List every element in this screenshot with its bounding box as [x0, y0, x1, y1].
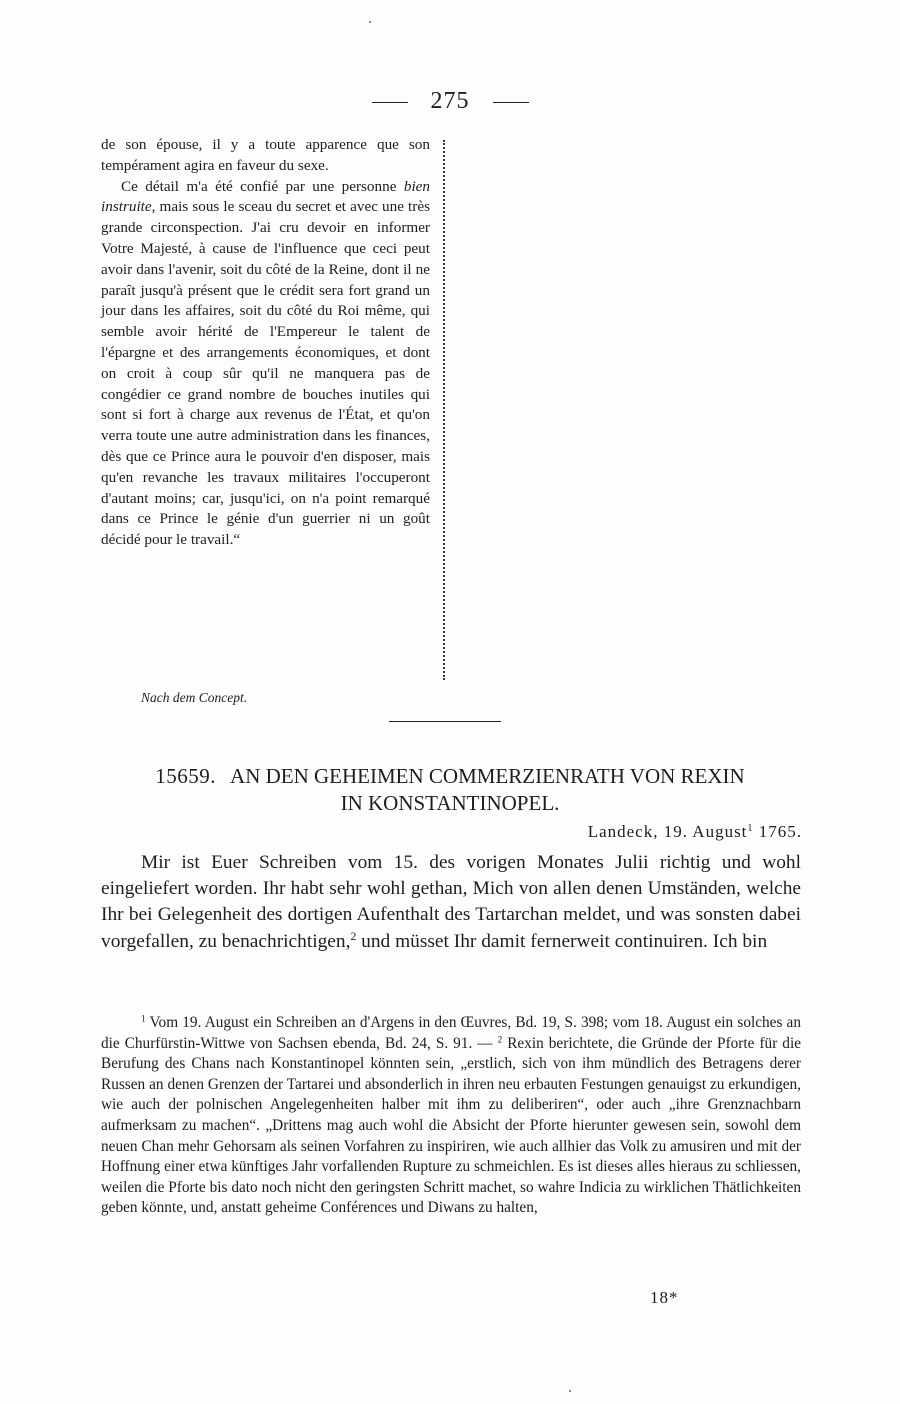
letter-paragraph: [101, 177, 430, 551]
footnote-marker: 1: [141, 1013, 146, 1024]
page-number: 275: [430, 88, 470, 114]
footnote-paragraph: [101, 1013, 801, 1219]
column-rule: [443, 140, 445, 680]
footnote-ref: 1: [747, 822, 754, 834]
document-heading: [100, 763, 800, 817]
letter-continuation: [101, 135, 430, 551]
body-text: und müsset Ihr damit fernerweit continuiren. Ich bin: [356, 930, 768, 952]
letter-paragraph: de son épouse, il y a toute apparence que son tempérament agira en faveur du sexe.: [101, 136, 430, 174]
page-header: [0, 88, 900, 115]
letter-body: [101, 850, 801, 955]
body-text: Mir ist Euer Schreiben vom 15. des vorigen Monates Julii richtig und wohl eingeliefert worden. Ihr habt sehr wohl gethan, Mich von allen denen Umständen, welche Ihr bei Gelegenheit des dortigen Aufenthalt des Tartarchan meldet, und was sonsten dabei vorgefallen, zu benachrichtigen,: [101, 852, 801, 952]
footnote-marker: 2: [497, 1034, 503, 1045]
date-year: 1765.: [753, 822, 802, 841]
scan-speck: [569, 1390, 571, 1392]
source-note: Nach dem Concept.: [141, 690, 248, 705]
dateline: [510, 822, 802, 842]
date-place: Landeck, 19. August: [587, 822, 748, 841]
footnote-ref: 2: [350, 929, 357, 943]
body-paragraph: [101, 850, 801, 955]
footnotes: [101, 1013, 801, 1219]
letter-text: Ce détail m'a été confié par une personne: [121, 177, 404, 195]
signature-mark: 18*: [650, 1288, 679, 1307]
letter-text: , mais sous le sceau du secret et avec une très grande circonspection. J'ai cru devoir en informer Votre Majesté, à cause de l'influence que ceci peut avoir dans l'avenir, soit du côté de la Reine, dont il ne paraît jusqu'à présent que le crédit sera fort grand un jour dans les affaires, soit du côté du Roi même, qui semble avoir hérité de l'Empereur le talent de l'épargne et des arrangements économiques, et dont on croit à coup sûr qu'il ne manquera pas de congédier ce grand nombre de bouches inutiles qui sont si fort à charge aux revenus de l'État, et qu'on verra toute une autre administration dans les finances, dès que ce Prince aura le pouvoir d'en disposer, mais qu'en revanche les travaux militaires l'occuperont d'autant moins; car, jusqu'ici, on n'a point remarqué dans ce Prince le génie d'un guerrier ni un goût décidé pour le travail.“: [101, 198, 430, 549]
header-dash-left: [372, 102, 408, 103]
footnote-text: Rexin berichtete, die Gründe der Pforte für die Berufung des Chans nach Konstantinopel könnten sein, „erstlich, sich von ihm mündlich des Betragens derer Russen an denen Grenzen der Tartarei und absonderlich in ihren neu erbauten Festungen genauigst zu erkundigen, wie auch der polnischen Angelegenheiten halber mit ihm zu deliberiren“, oder auch „ihre Grenznachbarn aufmerksam zu machen“. „Drittens mag auch wohl die Absicht der Pforte hierunter gewesen sein, sowohl dem neuen Chan mehr Gehorsam als seinen Vorfahren zu inspiriren, wie auch allhier das Volk zu amusiren und mit der Hoffnung einer etwa künftiges Jahr vorfallenden Rupture zu schmeichlen. Es ist dieses alles hieraus zu schliessen, weilen die Pforte bis dato noch nicht den geringsten Schritt machet, so wahre Indicia zu wirklichen Thätlichkeiten geben könnte, und, anstatt geheime Conférences und Diwans zu halten,: [101, 1034, 801, 1217]
document-number: 15659.: [155, 764, 217, 788]
recipient-title: AN DEN GEHEIMEN COMMERZIENRATH VON REXIN: [230, 764, 745, 788]
section-divider: [389, 721, 501, 722]
heading-line: [100, 763, 800, 790]
letter-emphasis: bien instruite: [101, 177, 430, 216]
recipient-location: IN KONSTANTINOPEL.: [340, 791, 560, 815]
header-dash-right: [493, 102, 529, 103]
footnote-text: Vom 19. August ein Schreiben an d'Argens in den Œuvres, Bd. 19, S. 398; vom 18. August ein solches an die Churfürstin-Wittwe von Sachsen ebenda, Bd. 24, S. 91. —: [101, 1014, 801, 1052]
scan-speck: [369, 21, 371, 23]
